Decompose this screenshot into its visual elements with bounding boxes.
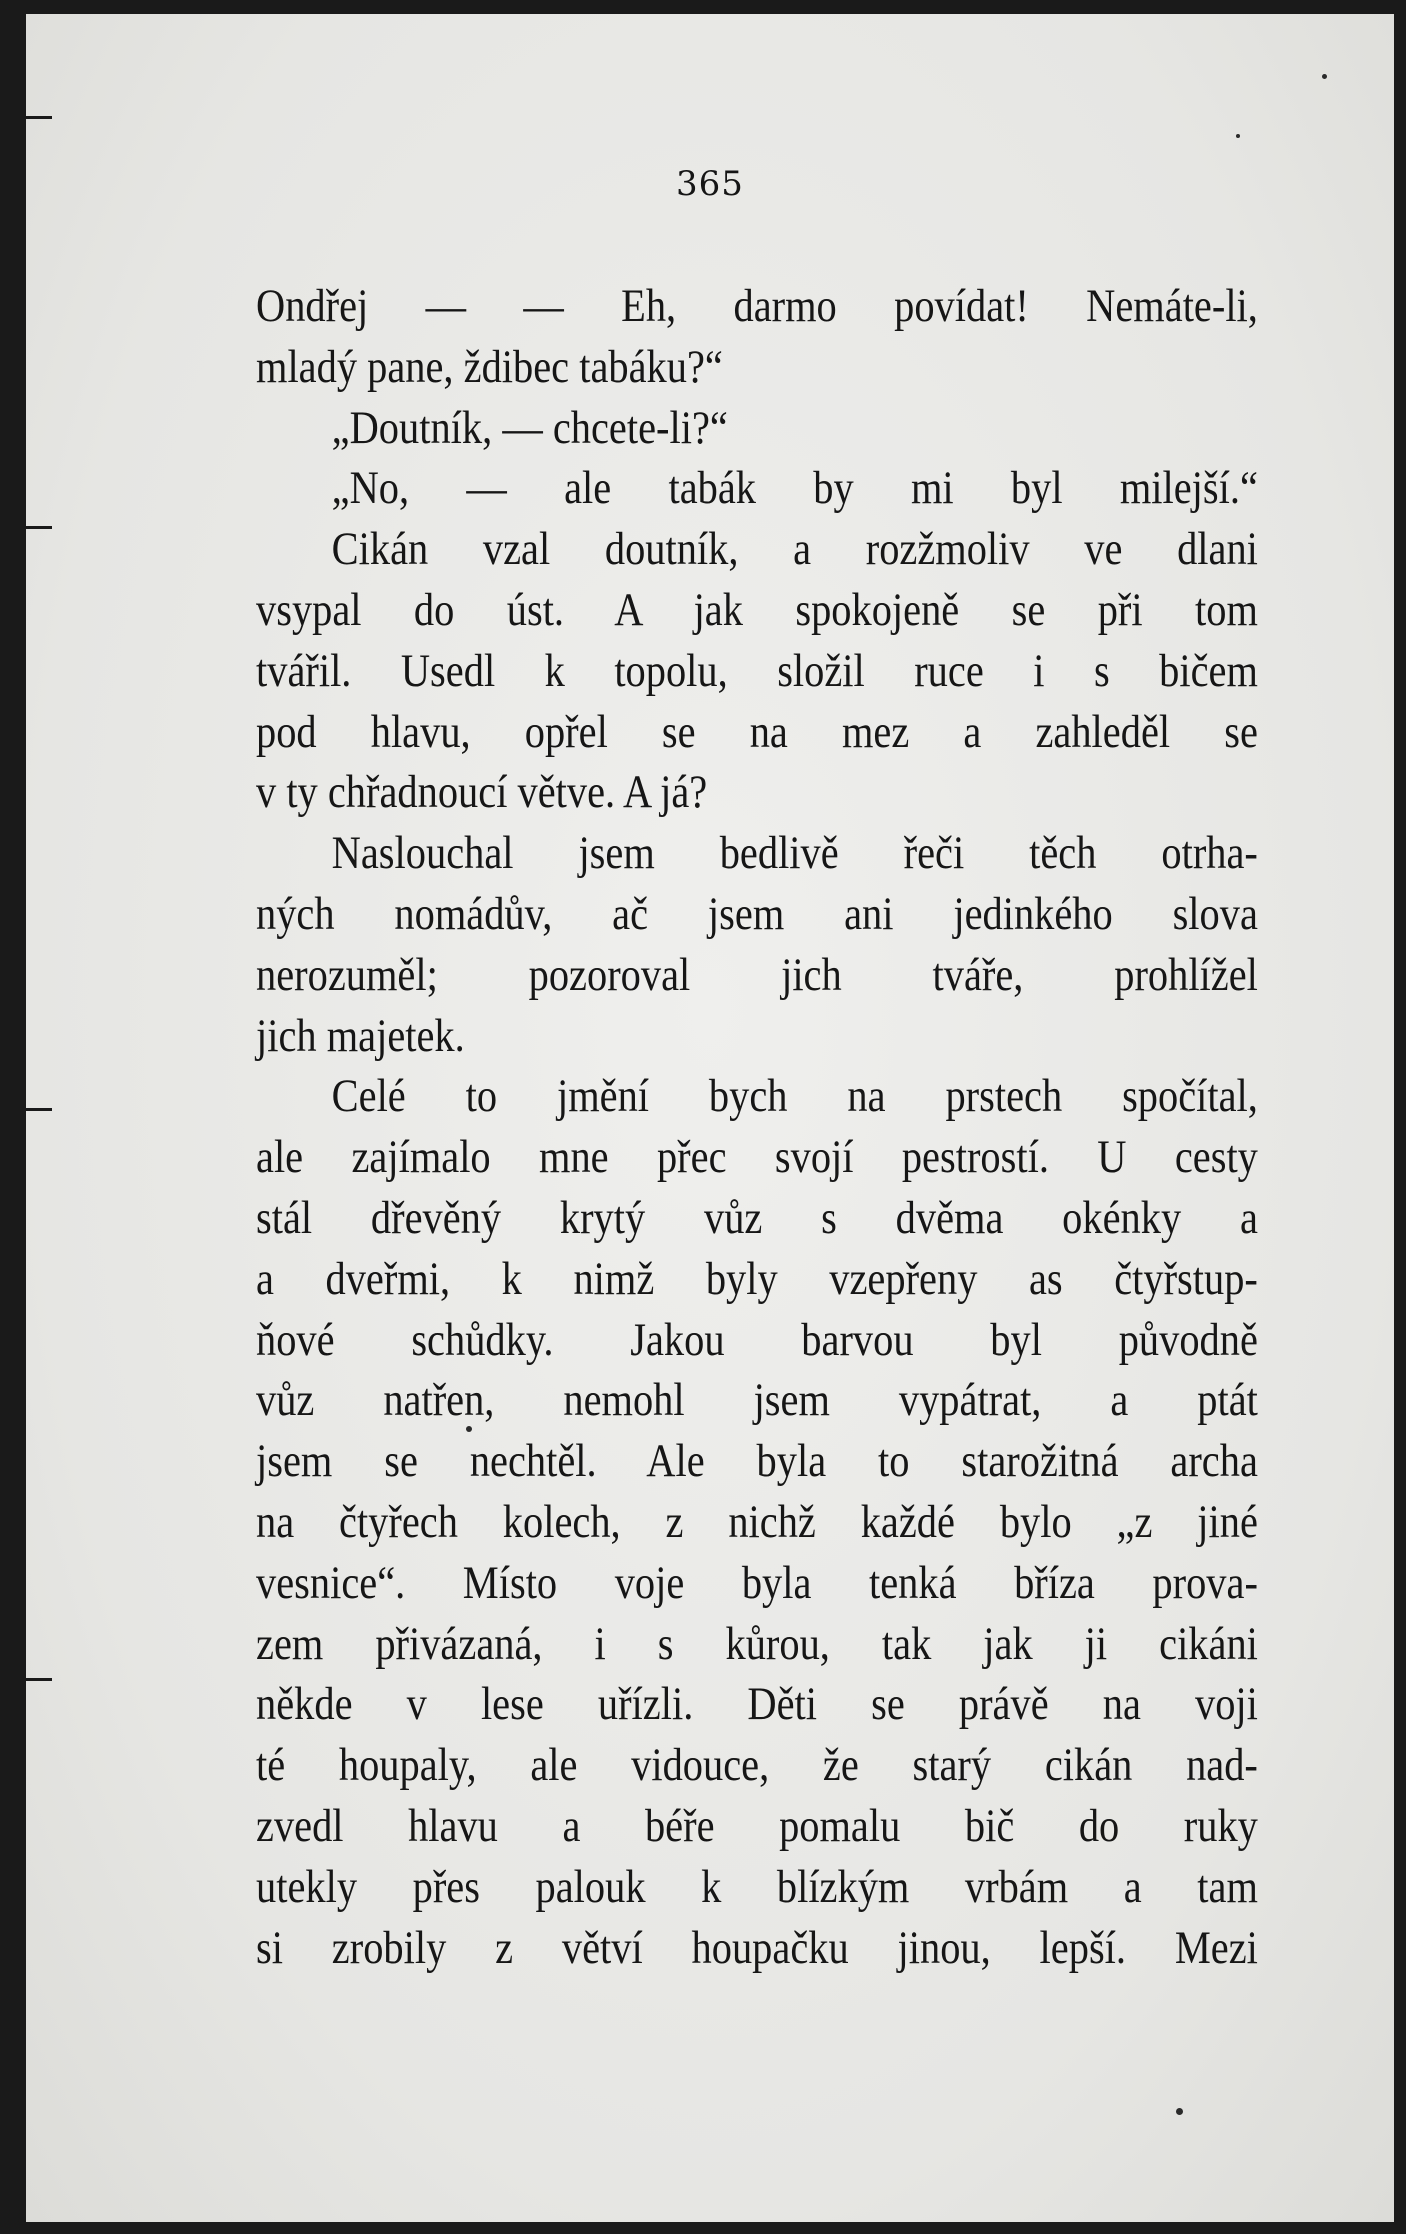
text-line: zem přivázaná, i s kůrou, tak jak ji cikáni <box>256 1617 1258 1670</box>
text-line: „No, — ale tabák by mi byl milejší.“ <box>331 462 1258 515</box>
text-line: v ty chřadnoucí větve. A já? <box>256 766 708 819</box>
text-line: Ondřej — — Eh, darmo povídat! Nemáte-li, <box>256 280 1258 332</box>
body-text <box>256 276 1258 1978</box>
paper-speck <box>1176 2108 1183 2115</box>
text-line: jsem se nechtěl. Ale byla to starožitná archa <box>256 1435 1258 1488</box>
text-line: vůz natřen, nemohl jsem vypátrat, a ptát <box>256 1374 1258 1427</box>
binding-mark <box>26 1108 52 1111</box>
text-line: té houpaly, ale vidouce, že starý cikán nad- <box>256 1739 1258 1792</box>
text-line: ňové schůdky. Jakou barvou byl původně <box>256 1313 1258 1366</box>
text-line: „Doutník, — chcete-li?“ <box>331 401 728 454</box>
paper-speck <box>1236 134 1240 138</box>
text-line: stál dřevěný krytý vůz s dvěma okénky a <box>256 1191 1258 1244</box>
text-line: jich majetek. <box>256 1009 465 1062</box>
text-line: Naslouchal jsem bedlivě řeči těch otrha- <box>331 827 1258 880</box>
text-line: utekly přes palouk k blízkým vrbám a tam <box>256 1860 1258 1913</box>
text-line: nerozuměl; pozoroval jich tváře, prohlížel <box>256 948 1258 1001</box>
binding-mark <box>26 526 52 529</box>
binding-mark <box>26 1678 52 1681</box>
text-line: si zrobily z větví houpačku jinou, lepší. Mezi <box>256 1921 1258 1974</box>
book-page <box>26 14 1394 2222</box>
text-line: Cikán vzal doutník, a rozžmoliv ve dlani <box>331 523 1258 576</box>
binding-mark <box>26 116 52 119</box>
text-line: někde v lese uřízli. Děti se právě na voji <box>256 1678 1258 1731</box>
text-line: vesnice“. Místo voje byla tenká bříza prova- <box>256 1556 1258 1609</box>
text-line: ných nomádův, ač jsem ani jedinkého slova <box>256 887 1258 940</box>
text-line: a dveřmi, k nimž byly vzepřeny as čtyřstup- <box>256 1252 1258 1305</box>
text-line: Celé to jmění bych na prstech spočítal, <box>331 1070 1258 1123</box>
text-line: tvářil. Usedl k topolu, složil ruce i s bičem <box>256 644 1258 697</box>
text-line: mladý pane, ždibec tabáku?“ <box>256 340 723 393</box>
text-line: na čtyřech kolech, z nichž každé bylo „z jiné <box>256 1495 1258 1548</box>
paper-speck <box>1322 74 1327 79</box>
page-number: 365 <box>676 164 744 204</box>
text-line: zvedl hlavu a béře pomalu bič do ruky <box>256 1799 1258 1852</box>
text-line: ale zajímalo mne přec svojí pestrostí. U cesty <box>256 1131 1258 1184</box>
text-line: vsypal do úst. A jak spokojeně se při tom <box>256 583 1258 636</box>
text-line: pod hlavu, opřel se na mez a zahleděl se <box>256 705 1258 758</box>
